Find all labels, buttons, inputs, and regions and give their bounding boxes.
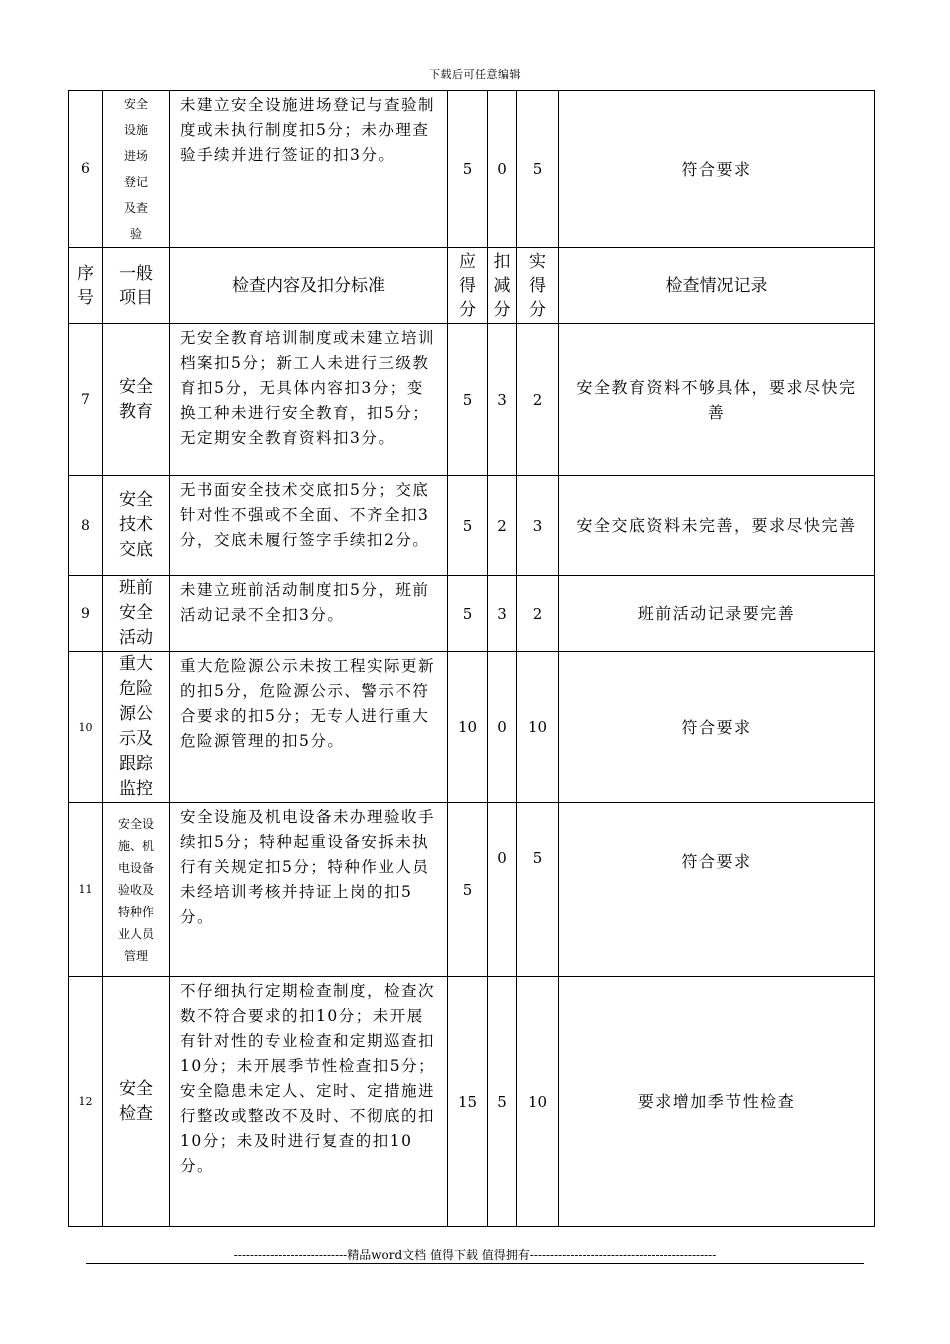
actual-score: 2 xyxy=(517,324,559,476)
item-line: 进场 xyxy=(123,149,148,163)
actual-score: 3 xyxy=(517,476,559,576)
item-line: 安全 xyxy=(119,603,153,623)
item-line: 安全 xyxy=(119,490,153,510)
item-name xyxy=(103,91,170,248)
check-record: 符合要求 xyxy=(559,803,875,977)
item-line: 施、机 xyxy=(117,838,154,853)
item-name xyxy=(103,576,170,652)
item-line: 教育 xyxy=(119,401,153,422)
score: 5 xyxy=(448,476,488,576)
item-line: 登记 xyxy=(123,175,148,189)
item-line: 安全 xyxy=(123,97,148,111)
item-line: 跟踪 xyxy=(119,754,153,774)
check-content: 未建立班前活动制度扣5分，班前活动记录不全扣3分。 xyxy=(170,576,448,652)
score: 10 xyxy=(448,652,488,803)
item-line: 特种作 xyxy=(117,904,154,919)
item-line: 电设备 xyxy=(117,860,154,875)
table-row xyxy=(69,652,875,803)
item-line: 业人员 xyxy=(117,926,154,941)
header-line: 分 xyxy=(493,299,511,320)
table-row xyxy=(69,476,875,576)
header-actual xyxy=(517,248,559,324)
item-name xyxy=(103,803,170,977)
row-number: 6 xyxy=(69,91,103,248)
deduct: 3 xyxy=(488,576,517,652)
safety-check-table xyxy=(68,90,875,1227)
check-content: 不仔细执行定期检查制度，检查次数不符合要求的扣10分；未开展有针对性的专业检查和定期巡查扣10分；未开展季节性检查扣5分；安全隐患未定人、定时、定措施进行整改或整改不及时、不彻底的扣10分；未及时进行复查的扣10分。 xyxy=(170,977,448,1227)
header-line: 得 xyxy=(529,275,546,296)
item-line: 及查 xyxy=(123,201,148,215)
item-line: 重大 xyxy=(119,654,153,674)
header-score xyxy=(448,248,488,324)
table-row xyxy=(69,324,875,476)
row-number: 12 xyxy=(69,977,103,1227)
deduct: 0 xyxy=(488,91,517,248)
item-line: 设施 xyxy=(123,123,148,137)
actual-score: 10 xyxy=(517,977,559,1227)
score: 15 xyxy=(448,977,488,1227)
item-line: 安全 xyxy=(119,1078,153,1099)
item-line: 安全 xyxy=(119,376,153,397)
header-deduct xyxy=(488,248,517,324)
item-line: 技术 xyxy=(119,515,153,535)
header-line: 项目 xyxy=(119,287,153,308)
deduct: 2 xyxy=(488,476,517,576)
item-line: 源公 xyxy=(119,704,153,724)
footer-note: ----------------------------精品word文档 值得下载 值得拥有---------------------------------------------- xyxy=(233,1248,717,1262)
actual-score: 5 xyxy=(517,803,559,977)
header-line: 实 xyxy=(529,251,546,272)
header-line: 号 xyxy=(77,287,94,308)
item-name xyxy=(103,652,170,803)
item-line: 验收及 xyxy=(117,882,154,897)
check-content: 无书面安全技术交底扣5分；交底针对性不强或不全面、不齐全扣3分，交底未履行签字手续扣2分。 xyxy=(170,476,448,576)
item-line: 交底 xyxy=(119,540,153,560)
score: 5 xyxy=(448,324,488,476)
row-number: 8 xyxy=(69,476,103,576)
item-line: 管理 xyxy=(123,948,148,963)
header-line: 减 xyxy=(493,275,511,296)
item-line: 示及 xyxy=(119,729,153,749)
actual-score: 10 xyxy=(517,652,559,803)
header-line: 一般 xyxy=(119,263,153,284)
row-number: 9 xyxy=(69,576,103,652)
score: 5 xyxy=(448,91,488,248)
item-line: 危险 xyxy=(119,679,153,699)
check-record: 班前活动记录要完善 xyxy=(559,576,875,652)
table-row xyxy=(69,91,875,248)
item-line: 安全设 xyxy=(117,816,154,831)
item-name xyxy=(103,977,170,1227)
header-note: 下载后可任意编辑 xyxy=(429,68,521,81)
check-record: 符合要求 xyxy=(559,91,875,248)
check-record: 要求增加季节性检查 xyxy=(559,977,875,1227)
row-number: 11 xyxy=(69,803,103,977)
header-content: 检查内容及扣分标准 xyxy=(170,248,448,324)
item-line: 班前 xyxy=(119,578,153,598)
deduct: 0 xyxy=(488,652,517,803)
table-row xyxy=(69,977,875,1227)
table-row xyxy=(69,803,875,977)
header-line: 分 xyxy=(529,299,546,320)
check-content: 无安全教育培训制度或未建立培训档案扣5分；新工人未进行三级教育扣5分，无具体内容扣3分；变换工种未进行安全教育，扣5分；无定期安全教育资料扣3分。 xyxy=(170,324,448,476)
header-no xyxy=(69,248,103,324)
deduct: 3 xyxy=(488,324,517,476)
item-line: 检查 xyxy=(119,1103,153,1124)
footer-divider xyxy=(86,1263,864,1264)
item-name xyxy=(103,324,170,476)
table-header-row xyxy=(69,248,875,324)
header-line: 得 xyxy=(459,275,476,296)
row-number: 7 xyxy=(69,324,103,476)
check-record: 安全交底资料未完善，要求尽快完善 xyxy=(559,476,875,576)
header-line: 应 xyxy=(459,251,476,272)
check-record: 安全教育资料不够具体，要求尽快完善 xyxy=(559,324,875,476)
check-record: 符合要求 xyxy=(559,652,875,803)
check-content: 重大危险源公示未按工程实际更新的扣5分，危险源公示、警示不符合要求的扣5分；无专人进行重大危险源管理的扣5分。 xyxy=(170,652,448,803)
row-number: 10 xyxy=(69,652,103,803)
item-line: 监控 xyxy=(119,779,153,799)
deduct: 0 xyxy=(488,803,517,977)
score: 5 xyxy=(448,576,488,652)
item-line: 活动 xyxy=(119,628,153,648)
check-content: 安全设施及机电设备未办理验收手续扣5分；特种起重设备安拆未执行有关规定扣5分；特种作业人员未经培训考核并持证上岗的扣5分。 xyxy=(170,803,448,977)
item-name xyxy=(103,476,170,576)
check-content: 未建立安全设施进场登记与查验制度或未执行制度扣5分；未办理查验手续并进行签证的扣3分。 xyxy=(170,91,448,248)
header-line: 序 xyxy=(77,263,94,284)
actual-score: 2 xyxy=(517,576,559,652)
header-record: 检查情况记录 xyxy=(559,248,875,324)
header-item xyxy=(103,248,170,324)
actual-score: 5 xyxy=(517,91,559,248)
header-line: 扣 xyxy=(493,251,511,272)
deduct: 5 xyxy=(488,977,517,1227)
header-line: 分 xyxy=(459,299,476,320)
score: 5 xyxy=(448,803,488,977)
table-row xyxy=(69,576,875,652)
item-line: 验 xyxy=(129,227,142,241)
